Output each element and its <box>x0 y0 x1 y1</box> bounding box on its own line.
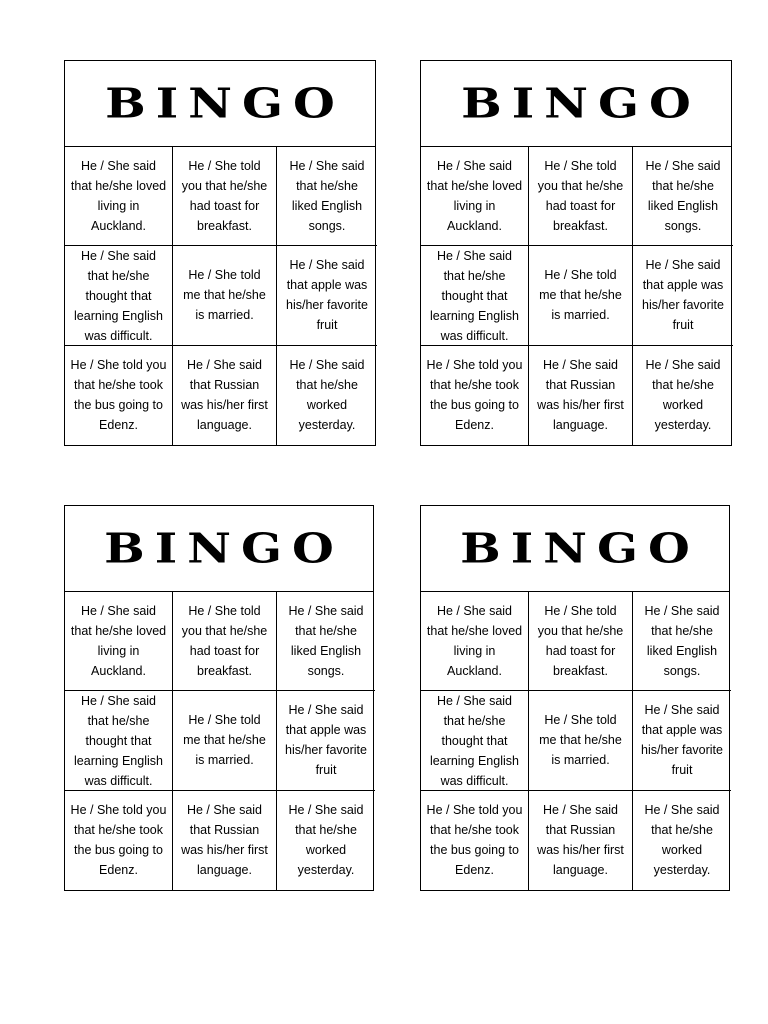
bingo-cell: He / She told you that he/she took the bus going to Edenz. <box>421 791 529 890</box>
bingo-cell: He / She said that he/she liked English songs. <box>633 147 733 246</box>
bingo-cell: He / She said that he/she thought that learning English was difficult. <box>421 246 529 345</box>
bingo-title: BINGO <box>460 524 700 573</box>
bingo-cell: He / She told you that he/she had toast for breakfast. <box>529 147 633 246</box>
bingo-cell: He / She said that he/she loved living in Auckland. <box>65 147 173 246</box>
bingo-grid <box>421 147 731 445</box>
bingo-grid <box>65 592 373 890</box>
bingo-card-header <box>421 506 729 592</box>
bingo-cell: He / She said that Russian was his/her first language. <box>529 791 633 890</box>
bingo-cell: He / She said that Russian was his/her first language. <box>173 346 277 445</box>
bingo-cell: He / She said that he/she loved living in Auckland. <box>421 147 529 246</box>
bingo-cell: He / She told me that he/she is married. <box>529 691 633 790</box>
bingo-cell: He / She told you that he/she took the bus going to Edenz. <box>65 791 173 890</box>
bingo-card <box>420 505 730 891</box>
bingo-cell: He / She said that Russian was his/her first language. <box>173 791 277 890</box>
bingo-card-header <box>421 61 731 147</box>
bingo-title: BINGO <box>105 79 345 128</box>
bingo-cell: He / She told you that he/she had toast for breakfast. <box>173 147 277 246</box>
bingo-cell: He / She told you that he/she had toast for breakfast. <box>173 592 277 691</box>
bingo-cell: He / She said that apple was his/her favorite fruit <box>277 691 375 790</box>
bingo-cell: He / She said that he/she worked yesterday. <box>289 358 365 433</box>
bingo-cell: He / She told you that he/she took the bus going to Edenz. <box>421 346 529 445</box>
bingo-title: BINGO <box>104 524 344 573</box>
bingo-cell: He / She said that he/she worked yesterday. <box>644 803 720 878</box>
bingo-cell: He / She told me that he/she is married. <box>173 246 277 345</box>
bingo-cell: He / She told you that he/she had toast for breakfast. <box>529 592 633 691</box>
bingo-grid <box>65 147 375 445</box>
bingo-cell: He / She said that Russian was his/her first language. <box>529 346 633 445</box>
bingo-cell: He / She said that he/she thought that learning English was difficult. <box>65 691 173 790</box>
bingo-title: BINGO <box>461 79 701 128</box>
bingo-cell: He / She said that he/she thought that learning English was difficult. <box>421 691 529 790</box>
bingo-cell: He / She said that he/she liked English songs. <box>277 592 375 691</box>
bingo-cell: He / She told me that he/she is married. <box>529 246 633 345</box>
bingo-grid <box>421 592 729 890</box>
bingo-cell: He / She said that he/she thought that learning English was difficult. <box>65 246 173 345</box>
bingo-cell: He / She said that he/she liked English songs. <box>277 147 377 246</box>
bingo-cell: He / She told you that he/she took the bus going to Edenz. <box>65 346 173 445</box>
bingo-card <box>420 60 732 446</box>
bingo-card <box>64 60 376 446</box>
bingo-cell: He / She said that he/she loved living in Auckland. <box>65 592 173 691</box>
bingo-cell: He / She said that he/she liked English songs. <box>633 592 731 691</box>
bingo-cell: He / She said that he/she loved living in Auckland. <box>421 592 529 691</box>
bingo-cell: He / She said that he/she worked yesterday. <box>288 803 364 878</box>
bingo-card-header <box>65 61 375 147</box>
bingo-cell: He / She said that apple was his/her favorite fruit <box>277 246 377 345</box>
bingo-cell: He / She said that he/she worked yesterday. <box>645 358 721 433</box>
bingo-card <box>64 505 374 891</box>
bingo-cell: He / She said that apple was his/her favorite fruit <box>633 246 733 345</box>
bingo-cell: He / She told me that he/she is married. <box>173 691 277 790</box>
bingo-cell: He / She said that apple was his/her favorite fruit <box>633 691 731 790</box>
bingo-card-header <box>65 506 373 592</box>
